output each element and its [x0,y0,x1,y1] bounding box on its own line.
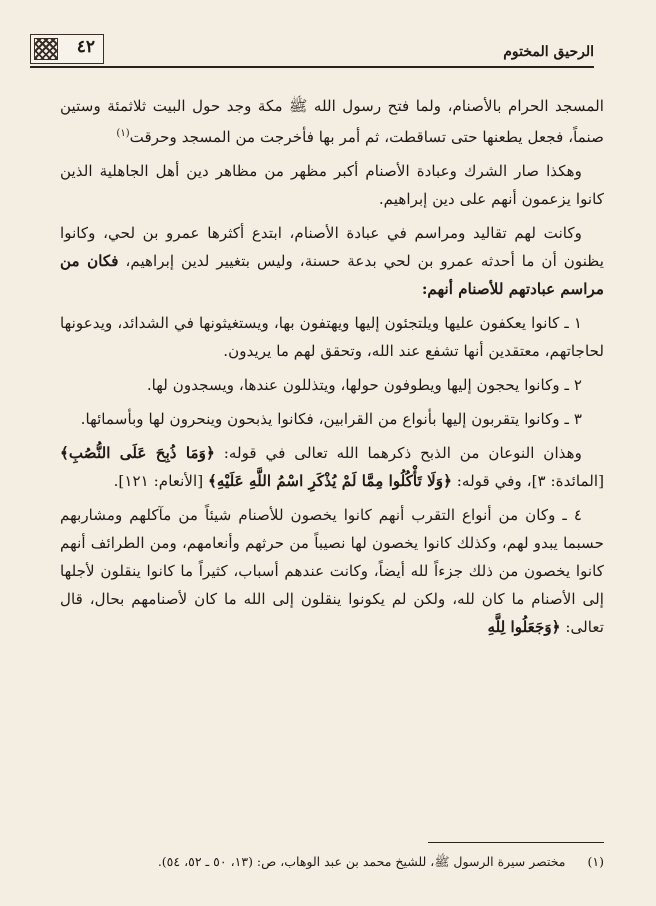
running-title: الرحيق المختوم [503,44,594,60]
paragraph [60,371,604,399]
ornament-icon [34,38,58,60]
text-run: وهذان النوعان من الذبح ذكرهما الله تعالى في قوله: [214,444,582,463]
paragraph [60,219,604,303]
text-run: [المائدة: ٣]، وفي قوله: [451,472,604,491]
text-run: ٤ ـ وكان من أنواع التقرب أنهم كانوا يخصون للأصنام شيئاً من مآكلهم ومشاربهم حسبما يبدو لهم، وكذلك كانوا يخصون لها نصيباً من حرثهم وأنعامهم، ومن الطرائف أنهم كانوا يخصون من ذلك جزءاً لله أيضاً، وكانت عندهم أسباب، كثيراً ما كانوا ينقلون لأجلها إلى الأصنام ما كان لله، ولكن لم يكونوا ينقلون إلى الله ما كان لأصنامهم بحال، قال تعالى: [60,506,604,637]
paragraph [60,92,604,151]
text-run: [الأنعام: ١٢١]. [113,472,209,491]
footnote-number: (١) [587,854,604,869]
text-run: ٢ ـ وكانوا يحجون إليها ويطوفون حولها، ويتذللون عندها، ويسجدون لها. [146,376,582,395]
footnote [60,852,604,872]
quran-quote: ﴿وَلَا تَأْكُلُوا مِمَّا لَمْ يُذْكَرِ اسْمُ اللَّهِ عَلَيْهِ﴾ [208,472,452,491]
page-number: ٤٢ [76,37,95,57]
footnote-ref: (١) [116,128,130,139]
footnote-divider [428,842,604,843]
text-run: المسجد الحرام بالأصنام، ولما فتح رسول الله ﷺ مكة وجد حول البيت ثلاثمئة وستين صنماً، فجعل يطعنها حتى تساقطت، ثم أمر بها فأخرجت من المسجد وحرقت [60,97,604,147]
page-header [30,28,594,72]
text-run: وهكذا صار الشرك وعبادة الأصنام أكبر مظهر من مظاهر دين أهل الجاهلية الذين كانوا يزعمون أنهم على دين إبراهيم. [60,162,604,209]
quran-quote: ﴿وَجَعَلُوا لِلَّهِ [487,618,561,637]
paragraph [60,405,604,433]
text-run: وكانت لهم تقاليد ومراسم في عبادة الأصنام، ابتدع أكثرها عمرو بن لحي، وكانوا يظنون أن ما أحدثه عمرو بن لحي بدعة حسنة، وليس بتغيير لدين إبراهيم، [60,224,604,271]
emphasis-text: فكان من مراسم عبادتهم للأصنام أنهم: [60,252,604,299]
footnote-text: مختصر سيرة الرسول ﷺ، للشيخ محمد بن عبد الوهاب، ص: (١٣، ٥٠ ـ ٥٢، ٥٤). [157,854,566,869]
body-text [60,92,604,647]
paragraph [60,439,604,495]
header-divider [30,66,594,68]
quran-quote: ﴿وَمَا ذُبِحَ عَلَى النُّصُبِ﴾ [60,444,215,463]
paragraph [60,309,604,365]
page-number-frame [30,34,104,64]
paragraph [60,157,604,213]
paragraph [60,501,604,641]
text-run: ١ ـ كانوا يعكفون عليها ويلتجئون إليها ويهتفون بها، ويستغيثونها في الشدائد، ويدعونها لحاجاتهم، معتقدين أنها تشفع عند الله، وتحقق لهم ما يريدون. [60,314,604,361]
text-run: ٣ ـ وكانوا يتقربون إليها بأنواع من القرابين، فكانوا يذبحون وينحرون لها وبأسمائها. [80,410,582,429]
